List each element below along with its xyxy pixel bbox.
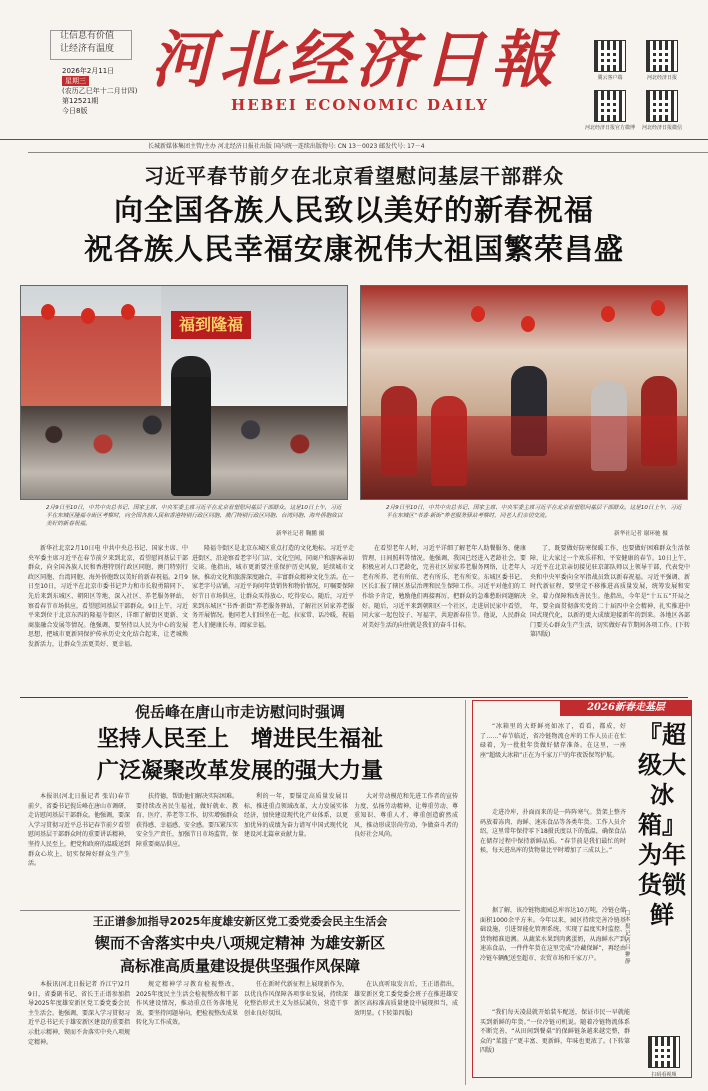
third-headline-line-2: 高标准高质量建设提供坚强作风保障 xyxy=(119,957,360,975)
building-shape xyxy=(21,316,161,406)
lantern-icon xyxy=(81,308,95,324)
street-sign: 福到隆福 xyxy=(171,311,251,339)
second-body-column-2: 扶持德，帮助他们解决实际困难。要持续改善民生福祉，做好就业、教育、医疗、养老等工作，切实增强群众获得感、幸福感、安全感。要压紧压实安全生产责任，加强节日市场监管，保障重要商品供应。 xyxy=(136,793,238,848)
photo2-byline: 新华社记者 谢环驰 摄 xyxy=(614,531,668,537)
second-body-column-1: 本报讯(河北日报记者 张岩)春节前夕，省委书记倪岳峰在唐山市调研，走访慰问基层干部群众。他强调，要深入学习贯彻习近平总书记春节前夕看望慰问基层干部群众时的重要讲话精神，坚持人民至上，把党和政府的温暖送到群众心坎上，切实保障好群众生产生活。 xyxy=(28,793,130,868)
feature-paragraph-2: 走进冷库，扑面而来的是一阵阵寒气。货架上整齐码放着冻肉、海鲜、速冻食品等各类年货。工作人员介绍，这里常年保持零下18摄氏度以下的低温，确保食品在储存过程中保持新鲜品质。“春节前是我们最忙的时候，每天进出库的货物量比平时增加了三成以上。” xyxy=(480,809,626,855)
third-kicker: 王正谱参加指导2025年度雄安新区党工委党委会民主生活会 xyxy=(92,915,388,928)
lantern-icon xyxy=(41,304,55,320)
feature-title: 『超级大冰箱』为年货锁鲜 xyxy=(638,721,686,929)
qr-code-icon[interactable] xyxy=(594,90,626,122)
lantern-icon xyxy=(121,304,135,320)
qr-code-icon[interactable] xyxy=(594,40,626,72)
masthead xyxy=(0,0,708,140)
person-figure xyxy=(171,356,211,496)
qr-caption-2: 河北经济日报 xyxy=(646,75,677,81)
third-body-column-2: 规定精神学习教育检视整改，2025年度民主生活会检视整改和干部作风建设情况，推动重点任务落地见效。要坚持问题导向，把检视整改成果转化为工作成效。 xyxy=(136,981,238,1027)
feature-paragraph-4: “我们每天凌晨就开始装车配送，保证市民一早就能买到新鲜的年货。”一位冷链司机说。随着冷链物流体系不断完善，“从田间到餐桌”的保鲜链条越来越完整，群众的“菜篮子”更丰富、更新鲜，年味也更浓了。(下转第四版) xyxy=(480,1009,630,1055)
issue-number: 第12521期 xyxy=(62,97,99,105)
lantern-icon xyxy=(651,300,665,316)
slogan-line-2: 让经济有温度 xyxy=(60,44,115,54)
third-body-column-4: 在认真听取发言后，王正谱指出，雄安新区党工委党委会班子在推进雄安新区高标准高质量建设中展现担当，成效明显。(下转第四版) xyxy=(354,981,458,1017)
feature-banner: 2026新春走基层 xyxy=(560,700,692,716)
page-count: 今日8版 xyxy=(62,107,88,115)
newspaper-logo: 河北经济日報 xyxy=(150,23,559,96)
main-body-column-3: 在看望老年人时，习近平详细了解老年人助餐服务、健康管理、日间照料等情况。他强调，我国已经进入老龄社会，要积极应对人口老龄化，完善社区居家养老服务网络，让老年人老有所养、老有所依、老有所乐、老有所安。东城区委书记、区长汇报了辖区基层治理和民生保障工作。习近平对他们的工作给予肯定，勉励他们再接再厉，把群众的急难愁盼问题解决好。随后，习近平来到朝阳区一个社区，走进居民家中看望，同大家一起包饺子、写福字，共迎新春佳节。他说，人民群众对美好生活的向往就是我们的奋斗目标。 xyxy=(362,545,526,629)
qr-caption-3: 河北经济日报官方微博 xyxy=(585,125,636,131)
issue-date: 2026年2月11日 xyxy=(62,67,115,75)
slogan-line-1: 让信息有价值 xyxy=(60,31,115,41)
feature-author: □本报记者 吕翀静 xyxy=(625,910,631,965)
lunar-date: (农历乙巳年十二月廿四) xyxy=(62,87,138,95)
lantern-icon xyxy=(521,316,535,332)
publication-info-bar: 长城新媒体集团主管/主办 河北经济日报社出版 国内统一连续出版物号: CN 13－0023 邮发代号: 17－4 xyxy=(28,141,708,153)
lantern-icon xyxy=(471,306,485,322)
lantern-icon xyxy=(601,306,615,322)
main-body-column-1: 新华社北京2月10日电 中共中央总书记、国家主席、中央军委主席习近平在春节前夕来到北京，看望慰问基层干部群众，向全国各族人民和香港特别行政区同胞、澳门特别行政区同胞、台湾同胞、海外侨胞致以美好的新春祝福。2月9日至10日，习近平在北京市委书记尹力和市长殷勇陪同下，先后来到东城区、朝阳区等地，深入社区、养老服务驿站，察看春节市场供应，看望慰问基层干部群众。9日上午，习近平来到位于北京东四的隆福寺街区，详细了解街区更新、文商旅融合发展等情况。他强调，要坚持以人民为中心的发展思想，把城市更新同保护传承历史文化结合起来，让老城焕发新活力，让群众生活更美好、更幸福。 xyxy=(28,545,188,648)
main-headline-line-1: 向全国各族人民致以美好的新春祝福 xyxy=(113,193,594,227)
main-kicker: 习近平春节前夕在北京看望慰问基层干部群众 xyxy=(144,164,564,188)
qr-code-icon[interactable] xyxy=(646,90,678,122)
third-body-column-1: 本报讯(河北日报记者 乔江宁)2月9日，省委副书记、省长王正谱参加指导2025年度雄安新区党工委党委会民主生活会。他强调，要深入学习贯彻习近平总书记关于雄安新区建设的重要指示批示精神，锲而不舍落实中央八项规定精神。 xyxy=(28,981,130,1046)
section-divider xyxy=(20,910,460,911)
feature-paragraph-3: 据了解，该冷链物流园总库容达10万吨，冷链仓储面积1000余平方米。今年以来，园区持续完善冷链基础设施，引进智能化管理系统，实现了温度实时监控、货物精准追溯。从蔬菜水果到肉禽蛋奶，从海鲜水产到速冻食品，一件件年货在这里完成“冷藏保鲜”，再经由冷链车辆配送至超市、农贸市场和千家万户。 xyxy=(480,907,626,962)
video-qr-code-icon[interactable] xyxy=(648,1036,680,1068)
news-photo-eldercare[interactable] xyxy=(360,285,688,500)
main-headline-line-2: 祝各族人民幸福安康祝伟大祖国繁荣昌盛 xyxy=(83,232,624,266)
qr-caption-4: 河北经济日报微信 xyxy=(641,125,682,131)
main-body-column-2: 隆福寺街区是北京东城区重点打造的文化地标。习近平走进街区，沿途察看老字号门店、文化空间，同商户和游客亲切交谈。他指出，城市更新要注重保护历史风貌，延续城市文脉，推动文化和旅游深度融合，丰富群众精神文化生活。在一家老字号店铺，习近平询问年货销售和物价情况，叮嘱要保障好节日市场供应，让群众买得放心、吃得安心。随后，习近平来到东城区“书香·新街”养老服务驿站，了解社区居家养老服务开展情况。他同老人们围坐在一起，拉家常、话冷暖，祝福老人们健康长寿、阖家幸福。 xyxy=(192,545,354,629)
column-divider xyxy=(465,700,466,1085)
second-body-column-4: 大对劳动模范和先进工作者的宣传力度，弘扬劳动精神，让尊重劳动、尊重知识、尊重人才、尊重创造蔚然成风，推动形成崇尚劳动、争做奋斗者的良好社会风尚。 xyxy=(354,793,458,839)
video-qr-caption: 扫码看视频 xyxy=(651,1072,677,1078)
third-body-column-3: 任在新时代新征程上展现新作为，以优良作风保障各项事业发展，持续深化整治形式主义为基层减负，营造干事创业良好氛围。 xyxy=(244,981,348,1017)
qr-caption-1: 冀云客户端 xyxy=(597,75,623,81)
second-headline-line-1: 坚持人民至上 增进民生福祉 xyxy=(96,727,383,752)
section-divider xyxy=(20,697,688,698)
qr-code-icon[interactable] xyxy=(646,40,678,72)
news-photo-street[interactable] xyxy=(20,285,348,500)
table-shape xyxy=(361,416,688,500)
main-body-column-4: 了，既要做好防寒保暖工作，也要做好困难群众生活保障，让大家过一个欢乐祥和、平安健康的春节。10日上午，习近平在北京亲切接见驻京部队师以上领导干部，代表党中央和中央军委向全军指战员致以新春祝福。习近平强调，新时代新征程，要坚定不移推进高质量发展，统筹发展和安全，着力保障和改善民生。他指出，今年是“十五五”开局之年，要全面贯彻落实党的二十届四中全会精神，扎实推进中国式现代化，以新的更大成绩迎接新年的到来。各地区各部门要关心群众生产生活，切实做好春节期间各项工作。(下转第四版) xyxy=(530,545,690,639)
weekday-badge: 星期三 xyxy=(62,76,89,86)
date-block xyxy=(62,66,137,116)
newspaper-logo-english: HEBEI ECONOMIC DAILY xyxy=(231,96,489,114)
second-kicker: 倪岳峰在唐山市走访慰问时强调 xyxy=(134,703,345,721)
second-body-column-3: 利的一年，要锚定高质量发展目标，推进重点领域改革，大力发展实体经济，加快建设现代化产业体系，以更加优异的成绩为奋力谱写中国式现代化建设河北篇章贡献力量。 xyxy=(244,793,348,839)
third-headline-line-1: 锲而不舍落实中央八项规定精神 为雄安新区 xyxy=(94,934,386,952)
second-headline-line-2: 广泛凝聚改革发展的强大力量 xyxy=(96,759,383,784)
photo2-caption: 2月9日至10日，中共中央总书记、国家主席、中央军委主席习近平在北京看望慰问基层干部群众。这是10日上午，习近平在东城区“书香·新街”养老服务驿站考察时，同老人们亲切交流。 xyxy=(386,505,682,519)
slogan xyxy=(60,30,124,56)
photo1-caption: 2月9日至10日，中共中央总书记、国家主席、中央军委主席习近平在北京看望慰问基层干部群众。这是10日上午，习近平在东城区隆福寺街区考察时，向全国各族人民和香港特别行政区同胞、澳门特别行政区同胞、台湾同胞、海外侨胞致以美好的新春祝福。 xyxy=(46,505,343,527)
feature-paragraph-1: “冰箱里的大虾鲜亮如冰了，看看，都成，好了……”春节临近，省冷链物流仓库的工作人员正在忙碌着，为一批批年货做好储存准备。在这里，一座座“超级大冰箱”正在为千家万户的年夜饭保驾护航。 xyxy=(480,723,626,759)
photo1-byline: 新华社记者 鞠鹏 摄 xyxy=(276,531,325,537)
